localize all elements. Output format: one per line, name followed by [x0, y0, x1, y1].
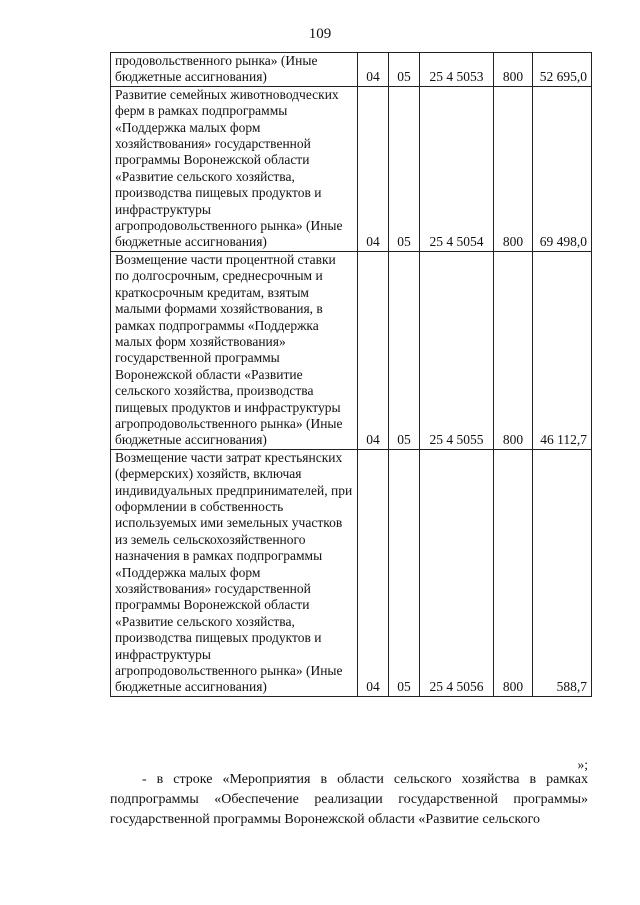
closing-quote: »; [577, 757, 588, 772]
row-target-article-code: 25 4 5053 [420, 53, 494, 87]
table-row [111, 53, 592, 87]
row-description: продовольственного рынка» (Иные бюджетные ассигнования) [111, 53, 358, 87]
row-subsection-code: 05 [389, 86, 420, 251]
row-target-article-code: 25 4 5054 [420, 86, 494, 251]
row-amount: 69 498,0 [533, 86, 592, 251]
row-amount: 52 695,0 [533, 53, 592, 87]
row-description: Возмещение части затрат крестьянских (фермерских) хозяйств, включая индивидуальных предпринимателей, при оформлении в собственность используемых ими земельных участков из земель сельскохозяйственного назначения в рамках подпрограммы «Поддержка малых форм хозяйствования» государственной программы Воронежской области «Развитие сельского хозяйства, производства пищевых продуктов и инфраструктуры агропродовольственного рынка» (Иные бюджетные ассигнования) [111, 449, 358, 696]
row-target-article-code: 25 4 5055 [420, 251, 494, 449]
row-expense-type-code: 800 [494, 449, 533, 696]
row-expense-type-code: 800 [494, 86, 533, 251]
row-expense-type-code: 800 [494, 251, 533, 449]
row-subsection-code: 05 [389, 449, 420, 696]
row-description: Возмещение части процентной ставки по долгосрочным, среднесрочным и краткосрочным кредитам, взятым малыми формами хозяйствования, в рамках подпрограммы «Поддержка малых форм хозяйствования» государственной программы Воронежской области «Развитие сельского хозяйства, производства пищевых продуктов и инфраструктуры агропродовольственного рынка» (Иные бюджетные ассигнования) [111, 251, 358, 449]
row-section-code: 04 [358, 53, 389, 87]
table-row [111, 251, 592, 449]
row-section-code: 04 [358, 449, 389, 696]
table-row [111, 86, 592, 251]
row-section-code: 04 [358, 251, 389, 449]
row-description: Развитие семейных животноводческих ферм в рамках подпрограммы «Поддержка малых форм хозяйствования» государственной программы Воронежской области «Развитие сельского хозяйства, производства пищевых продуктов и инфраструктуры агропродовольственного рынка» (Иные бюджетные ассигнования) [111, 86, 358, 251]
row-section-code: 04 [358, 86, 389, 251]
row-target-article-code: 25 4 5056 [420, 449, 494, 696]
row-expense-type-code: 800 [494, 53, 533, 87]
row-subsection-code: 05 [389, 251, 420, 449]
table-row [111, 449, 592, 696]
budget-table [110, 52, 592, 697]
amendment-paragraph: - в строке «Мероприятия в области сельского хозяйства в рамках подпрограммы «Обеспечение реализации государственной программы» государственной программы Воронежской области «Развитие сельского [110, 772, 588, 827]
row-subsection-code: 05 [389, 53, 420, 87]
row-amount: 46 112,7 [533, 251, 592, 449]
row-amount: 588,7 [533, 449, 592, 696]
page-number: 109 [308, 26, 332, 42]
